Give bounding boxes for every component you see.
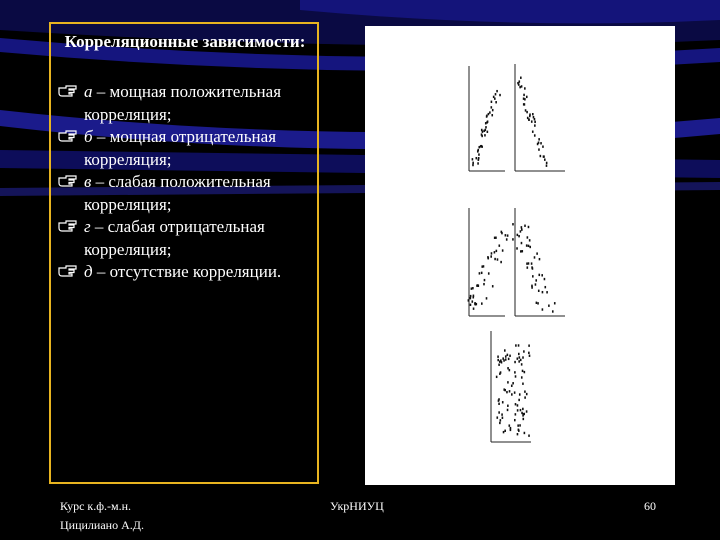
scatter-point	[491, 101, 493, 103]
scatter-point	[525, 109, 527, 111]
scatter-point	[489, 111, 491, 113]
scatter-point	[495, 101, 497, 103]
scatter-point	[473, 295, 475, 297]
scatter-point	[543, 155, 545, 157]
scatter-point	[494, 258, 496, 260]
scatter-point	[542, 291, 544, 293]
scatter-point	[498, 411, 500, 413]
scatter-point	[518, 83, 520, 85]
scatter-point	[494, 237, 496, 239]
scatter-point	[499, 360, 501, 362]
scatter-point	[493, 96, 495, 98]
scatter-point	[541, 274, 543, 276]
scatter-point	[515, 375, 517, 377]
scatter-point	[481, 272, 483, 274]
scatter-point	[492, 285, 494, 287]
scatter-point	[533, 116, 535, 118]
scatter-point	[518, 235, 520, 237]
scatter-point	[517, 357, 519, 359]
scatter-point	[502, 357, 504, 359]
scatter-point	[538, 290, 540, 292]
scatter-point	[526, 393, 528, 395]
scatter-point	[507, 234, 509, 236]
scatter-point	[503, 431, 505, 433]
correlation-figure	[365, 26, 675, 485]
pointing-hand-icon	[58, 219, 78, 233]
scatter-point	[518, 360, 520, 362]
pointing-hand-icon	[58, 84, 78, 98]
scatter-point	[528, 352, 530, 354]
scatter-point	[515, 344, 517, 346]
scatter-point	[520, 359, 522, 361]
scatter-point	[517, 404, 519, 406]
scatter-point	[468, 299, 470, 301]
scatter-point	[542, 308, 544, 310]
scatter-point	[528, 226, 530, 228]
scatter-point	[546, 291, 548, 293]
scatter-point	[524, 103, 526, 105]
scatter-point	[524, 98, 526, 100]
scatter-point	[490, 255, 492, 257]
scatter-point	[503, 388, 505, 390]
scatter-point	[521, 228, 523, 230]
scatter-point	[529, 113, 531, 115]
scatter-point	[512, 223, 514, 225]
scatter-point	[504, 349, 506, 351]
scatter-point	[472, 158, 474, 160]
scatter-point	[500, 419, 502, 421]
scatter-point	[542, 145, 544, 147]
scatter-point	[500, 371, 502, 373]
scatter-point	[524, 432, 526, 434]
scatter-point	[509, 355, 511, 357]
bullet-text: – слабая отрицательная корреляция;	[84, 217, 265, 259]
scatter-point	[492, 109, 494, 111]
scatter-point	[499, 422, 501, 424]
scatter-point	[511, 385, 513, 387]
scatter-point	[519, 356, 521, 358]
scatter-plots-image	[365, 26, 675, 485]
scatter-point	[488, 272, 490, 274]
footer-organization: УкрНИУЦ	[330, 499, 384, 513]
scatter-point	[519, 424, 521, 426]
scatter-point	[521, 226, 523, 228]
slide-title: Корреляционные зависимости:	[64, 32, 306, 51]
bullet-item	[58, 81, 320, 126]
footer-author	[60, 497, 144, 535]
scatter-point	[528, 434, 530, 436]
scatter-point	[476, 284, 478, 286]
scatter-point	[521, 412, 523, 414]
scatter-point	[496, 250, 498, 252]
bullet-item	[58, 261, 320, 284]
scatter-point	[497, 359, 499, 361]
scatter-point	[531, 262, 533, 264]
scatter-point	[518, 80, 520, 82]
scatter-point	[514, 361, 516, 363]
scatter-point	[505, 358, 507, 360]
scatter-point	[538, 274, 540, 276]
pointing-hand-icon	[58, 264, 78, 278]
scatter-point	[495, 93, 497, 95]
scatter-point	[517, 433, 519, 435]
bullet-item	[58, 216, 320, 261]
bullet-item	[58, 171, 320, 216]
scatter-point	[515, 413, 517, 415]
scatter-point	[524, 390, 526, 392]
scatter-point	[522, 383, 524, 385]
scatter-point	[476, 157, 478, 159]
scatter-point	[486, 297, 488, 299]
scatter-point	[523, 94, 525, 96]
scatter-point	[546, 164, 548, 166]
bullet-letter: в	[84, 172, 92, 191]
scatter-point	[527, 236, 529, 238]
scatter-point	[505, 355, 507, 357]
scatter-point	[522, 418, 524, 420]
scatter-point	[470, 304, 472, 306]
scatter-point	[485, 126, 487, 128]
scatter-point	[529, 355, 531, 357]
scatter-point	[517, 424, 519, 426]
bullet-letter: б	[84, 127, 93, 146]
scatter-point	[526, 244, 528, 246]
scatter-point	[481, 133, 483, 135]
scatter-point	[472, 287, 474, 289]
scatter-point	[514, 371, 516, 373]
scatter-point	[515, 403, 517, 405]
footer-author-line1: Курс к.ф.-м.н.	[60, 499, 132, 513]
scatter-point	[487, 131, 489, 133]
scatter-point	[526, 96, 528, 98]
scatter-point	[483, 265, 485, 267]
scatter-point	[534, 121, 536, 123]
scatter-point	[528, 344, 530, 346]
scatter-point	[491, 252, 493, 254]
scatter-point	[494, 251, 496, 253]
scatter-point	[536, 302, 538, 304]
scatter-point	[548, 305, 550, 307]
bullet-letter: а	[84, 82, 93, 101]
scatter-point	[535, 283, 537, 285]
scatter-point	[544, 286, 546, 288]
scatter-point	[514, 391, 516, 393]
scatter-point	[487, 120, 489, 122]
scatter-point	[517, 234, 519, 236]
scatter-point	[496, 376, 498, 378]
scatter-point	[520, 250, 522, 252]
bullet-letter: г	[84, 217, 91, 236]
scatter-point	[528, 262, 530, 264]
scatter-point	[529, 246, 531, 248]
scatter-point	[516, 247, 518, 249]
scatter-point	[496, 416, 498, 418]
scatter-point	[535, 279, 537, 281]
scatter-point	[532, 131, 534, 133]
scatter-point	[524, 87, 526, 89]
page-number: 60	[644, 499, 656, 513]
scatter-point	[485, 122, 487, 124]
scatter-point	[521, 376, 523, 378]
scatter-point	[505, 234, 507, 236]
scatter-point	[507, 354, 509, 356]
scatter-point	[538, 148, 540, 150]
scatter-point	[538, 141, 540, 143]
scatter-point	[498, 244, 500, 246]
scatter-point	[477, 149, 479, 151]
scatter-point	[518, 353, 520, 355]
scatter-point	[477, 162, 479, 164]
scatter-point	[470, 297, 472, 299]
scatter-point	[470, 295, 472, 297]
scatter-point	[521, 85, 523, 87]
scatter-point	[531, 120, 533, 122]
scatter-point	[502, 417, 504, 419]
scatter-point	[482, 131, 484, 133]
scatter-point	[522, 356, 524, 358]
scatter-point	[506, 391, 508, 393]
scatter-point	[488, 113, 490, 115]
scatter-point	[524, 396, 526, 398]
scatter-point	[481, 145, 483, 147]
scatter-point	[528, 245, 530, 247]
scatter-point	[500, 261, 502, 263]
scatter-point	[531, 286, 533, 288]
scatter-point	[527, 117, 529, 119]
scatter-point	[484, 279, 486, 281]
scatter-point	[502, 249, 504, 251]
scatter-point	[537, 302, 539, 304]
scatter-point	[536, 252, 538, 254]
pointing-hand-icon	[58, 174, 78, 188]
scatter-point	[486, 115, 488, 117]
scatter-point	[506, 238, 508, 240]
footer-author-line2: Цицилиано А.Д.	[60, 518, 144, 532]
scatter-point	[509, 390, 511, 392]
scatter-point	[484, 134, 486, 136]
scatter-point	[529, 239, 531, 241]
scatter-point	[487, 257, 489, 259]
scatter-point	[473, 307, 475, 309]
scatter-point	[507, 409, 509, 411]
scatter-point	[514, 419, 516, 421]
scatter-point	[498, 403, 500, 405]
scatter-point	[483, 130, 485, 132]
scatter-point	[508, 424, 510, 426]
scatter-point	[478, 157, 480, 159]
scatter-point	[526, 410, 528, 412]
bullet-list	[58, 81, 320, 284]
scatter-point	[472, 164, 474, 166]
scatter-point	[544, 158, 546, 160]
scatter-point	[524, 371, 526, 373]
scatter-point	[534, 124, 536, 126]
scatter-point	[531, 266, 533, 268]
scatter-point	[507, 405, 509, 407]
scatter-point	[532, 113, 534, 115]
scatter-point	[471, 287, 473, 289]
scatter-point	[501, 231, 503, 233]
scatter-point	[521, 242, 523, 244]
scatter-point	[509, 369, 511, 371]
scatter-point	[520, 230, 522, 232]
scatter-point	[539, 258, 541, 260]
scatter-point	[517, 409, 519, 411]
scatter-point	[499, 94, 501, 96]
scatter-point	[479, 272, 481, 274]
scatter-point	[544, 278, 546, 280]
scatter-point	[532, 275, 534, 277]
scatter-point	[540, 142, 542, 144]
bullet-letter: д	[84, 262, 93, 281]
scatter-point	[540, 155, 542, 157]
scatter-point	[522, 370, 524, 372]
scatter-point	[508, 358, 510, 360]
scatter-point	[481, 302, 483, 304]
scatter-point	[521, 250, 523, 252]
scatter-point	[491, 106, 493, 108]
scatter-point	[519, 393, 521, 395]
scatter-point	[512, 382, 514, 384]
scatter-point	[512, 238, 514, 240]
scatter-point	[552, 310, 554, 312]
scatter-point	[504, 430, 506, 432]
scatter-point	[472, 162, 474, 164]
scatter-point	[471, 300, 473, 302]
scatter-point	[475, 303, 477, 305]
scatter-point	[496, 90, 498, 92]
scatter-point	[522, 408, 524, 410]
scatter-point	[478, 153, 480, 155]
scatter-point	[497, 258, 499, 260]
scatter-point	[502, 401, 504, 403]
bullet-text: – мощная положительная корреляция;	[84, 82, 282, 124]
scatter-point	[501, 361, 503, 363]
bullet-item	[58, 126, 320, 171]
scatter-point	[510, 429, 512, 431]
scatter-point	[497, 355, 499, 357]
bullet-text: – отсутствие корреляции.	[92, 262, 282, 281]
scatter-point	[507, 381, 509, 383]
scatter-point	[520, 77, 522, 79]
scatter-point	[524, 225, 526, 227]
scatter-point	[519, 86, 521, 88]
scatter-point	[554, 302, 556, 304]
bullet-text: – слабая положительная корреляция;	[84, 172, 271, 214]
scatter-point	[534, 256, 536, 258]
scatter-point	[522, 414, 524, 416]
scatter-point	[501, 413, 503, 415]
scatter-point	[498, 399, 500, 401]
scatter-point	[521, 363, 523, 365]
scatter-point	[518, 430, 520, 432]
scatter-point	[538, 138, 540, 140]
scatter-point	[518, 344, 520, 346]
scatter-point	[511, 393, 513, 395]
scatter-point	[546, 162, 548, 164]
scatter-point	[523, 350, 525, 352]
scatter-point	[527, 266, 529, 268]
scatter-point	[498, 364, 500, 366]
scatter-point	[478, 146, 480, 148]
scatter-point	[518, 399, 520, 401]
scatter-point	[526, 262, 528, 264]
scatter-point	[526, 111, 528, 113]
scatter-point	[520, 409, 522, 411]
bullet-text: – мощная отрицательная корреляция;	[84, 127, 277, 169]
scatter-point	[491, 114, 493, 116]
pointing-hand-icon	[58, 129, 78, 143]
scatter-point	[483, 283, 485, 285]
scatter-point	[534, 134, 536, 136]
